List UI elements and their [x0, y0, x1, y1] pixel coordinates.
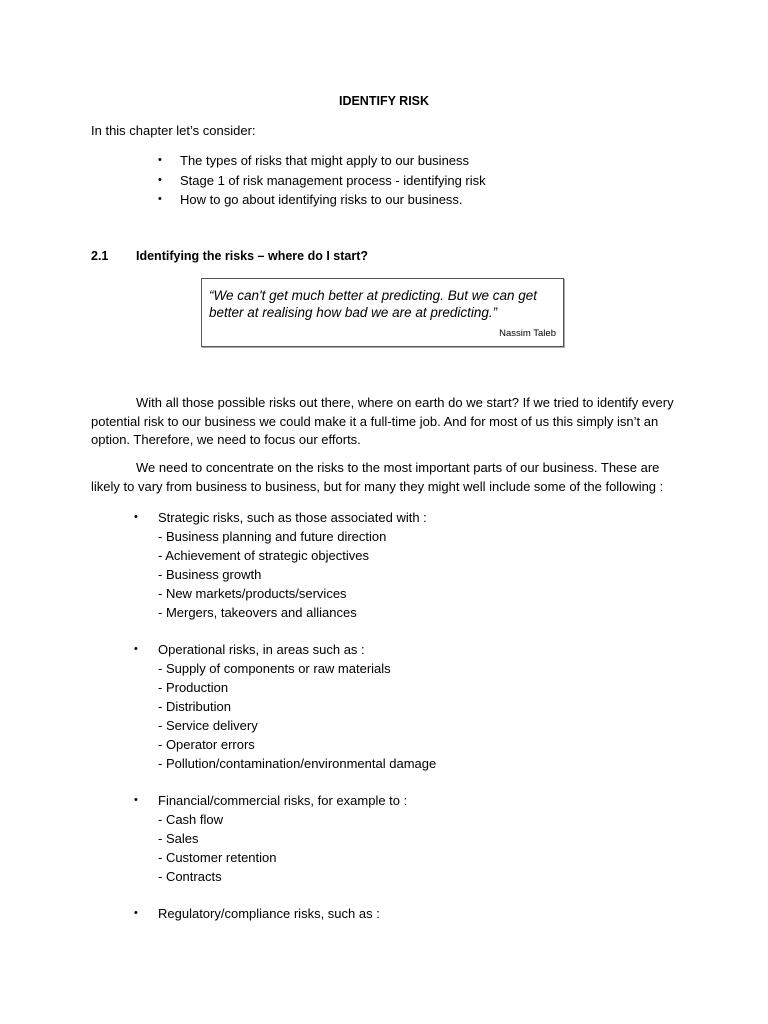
risk-item: - New markets/products/services	[158, 586, 347, 601]
paragraph	[91, 459, 681, 496]
risk-item: - Cash flow	[158, 812, 224, 827]
bullet-icon: •	[134, 794, 138, 806]
risk-item: - Production	[158, 680, 229, 695]
page-title: IDENTIFY RISK	[338, 94, 430, 108]
risk-item: - Business planning and future direction	[158, 529, 387, 544]
risk-item: - Operator errors	[158, 737, 255, 752]
quote-text: “We can't get much better at predicting. But we can get better at realising how bad we are at predicting.”	[209, 288, 538, 320]
risk-item: - Mergers, takeovers and alliances	[158, 605, 357, 620]
list-item	[158, 151, 486, 171]
bullet-icon: •	[158, 154, 162, 166]
intro-bullet-list	[158, 151, 486, 210]
list-item-text: Stage 1 of risk management process - identifying risk	[180, 172, 486, 188]
quote-author: Nassim Taleb	[499, 328, 556, 339]
risk-item: - Achievement of strategic objectives	[158, 548, 369, 563]
risk-item: - Pollution/contamination/environmental damage	[158, 756, 437, 771]
list-item-text: How to go about identifying risks to our business.	[180, 192, 463, 207]
section-heading	[91, 249, 368, 263]
risk-group-heading: Financial/commercial risks, for example to :	[158, 793, 408, 808]
risk-item: - Service delivery	[158, 718, 258, 733]
risk-group-heading: Operational risks, in areas such as :	[158, 642, 365, 657]
list-item-text: The types of risks that might apply to our business	[180, 153, 470, 168]
section-title: Identifying the risks – where do I start?	[136, 249, 368, 263]
risk-item: - Contracts	[158, 869, 222, 884]
risk-item: - Supply of components or raw materials	[158, 661, 391, 676]
risk-group-heading: Strategic risks, such as those associated with :	[158, 510, 427, 525]
bullet-icon: •	[134, 643, 138, 655]
list-item	[158, 171, 486, 191]
bullet-icon: •	[158, 173, 162, 186]
paragraph-text: With all those possible risks out there, where on earth do we start? If we tried to identify every potential risk to our business we could make it a full-time job. And for most of us this simply isn’t an option. Therefore, we need to focus our efforts.	[91, 395, 674, 447]
paragraph-text: We need to concentrate on the risks to the most important parts of our business. These are likely to vary from business to business, but for many they might well include some of the following :	[91, 460, 664, 494]
section-number: 2.1	[91, 249, 109, 263]
intro-text: In this chapter let’s consider:	[91, 123, 256, 138]
risk-item: - Customer retention	[158, 850, 277, 865]
risk-group-heading: Regulatory/compliance risks, such as :	[158, 906, 380, 921]
bullet-icon: •	[134, 907, 138, 919]
paragraph	[91, 394, 681, 450]
risk-item: - Business growth	[158, 567, 262, 582]
bullet-icon: •	[158, 193, 162, 205]
bullet-icon: •	[134, 511, 138, 523]
risk-item: - Distribution	[158, 699, 231, 714]
list-item	[158, 190, 486, 210]
quote-box	[201, 278, 564, 347]
risk-item: - Sales	[158, 831, 199, 846]
